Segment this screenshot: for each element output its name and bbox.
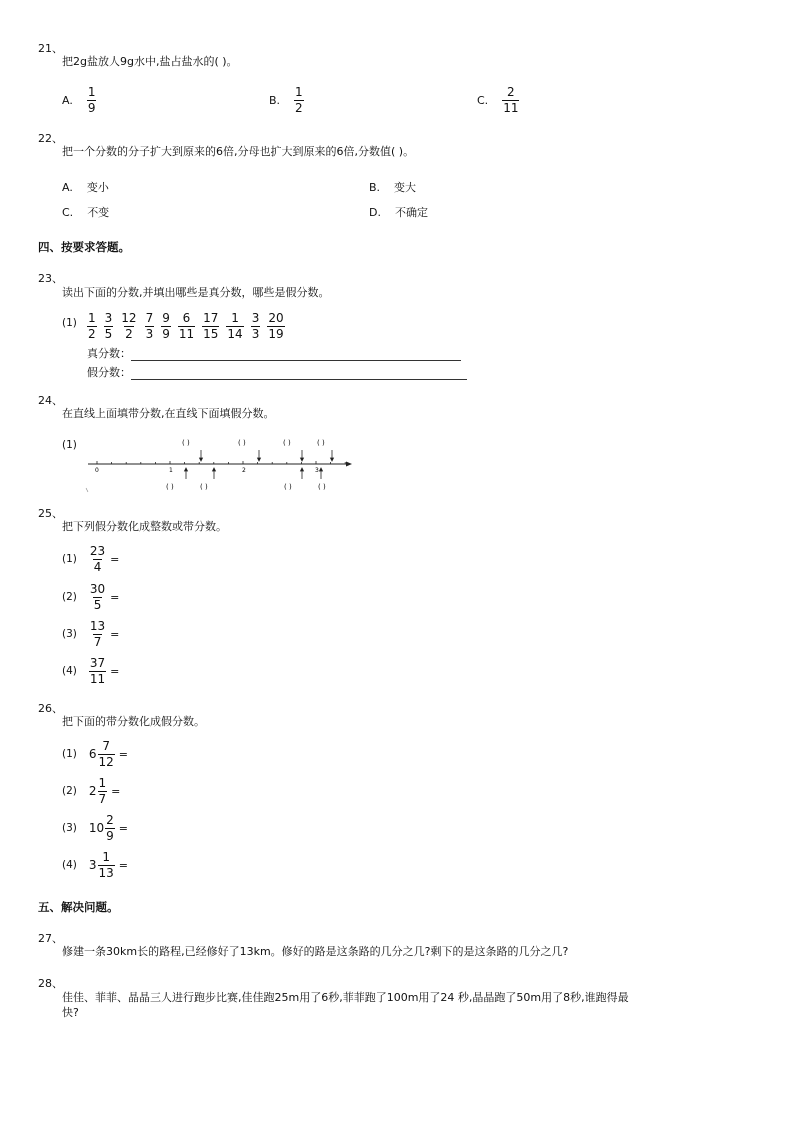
q23-fraction: $\frac{7}{3}$ (145, 311, 154, 341)
option-fraction: $\frac{2}{11}$ (503, 85, 519, 115)
option-letter: C. (477, 93, 489, 107)
item-fraction: $\frac{1}{13}$ (98, 850, 114, 880)
item-fraction: $\frac{30}{5}$ (89, 582, 106, 612)
q24-part-label: (1) (62, 439, 77, 451)
option-letter: A. (62, 93, 73, 107)
q23-part-label: (1) (62, 317, 77, 329)
q26-item (62, 851, 128, 879)
section-4-heading: 四、按要求答题。 (38, 240, 130, 254)
bottom-blank-3: ( ) (284, 483, 292, 491)
q21-option-b[interactable] (269, 86, 304, 114)
q26-number: 26、 (38, 702, 63, 715)
q21-number: 21、 (38, 42, 63, 55)
tick-label-0: 0 (95, 467, 99, 474)
bottom-blank-4: ( ) (318, 483, 326, 491)
q22-number: 22、 (38, 132, 63, 145)
item-fraction: $\frac{37}{11}$ (89, 656, 106, 686)
q25-item (62, 583, 119, 611)
equals-sign: = (118, 821, 129, 835)
q25-item (62, 657, 119, 685)
q22-option-d[interactable] (369, 204, 428, 220)
proper-label: 真分数： (87, 347, 131, 360)
q23-fraction: $\frac{3}{3}$ (251, 311, 260, 341)
q28-stem-line1: 佳佳、菲菲、晶晶三人进行跑步比赛,佳佳跑25m用了6秒,菲菲跑了100m用了24 秒,晶晶跑了50m用了8秒,谁跑得最 (62, 991, 629, 1004)
q24-stem: 在直线上面填带分数,在直线下面填假分数。 (62, 407, 275, 420)
option-text: 不确定 (394, 206, 428, 219)
option-letter: B. (269, 93, 281, 107)
q25-number: 25、 (38, 507, 63, 520)
q24-number: 24、 (38, 394, 63, 407)
item-label: (2) (62, 785, 77, 798)
option-text: 变小 (86, 181, 109, 194)
equals-sign: = (118, 858, 129, 872)
item-label: (1) (62, 748, 77, 761)
number-line-figure (80, 432, 370, 496)
mixed-number: 10 $\frac{2}{9}$ (88, 813, 114, 843)
item-label: (4) (62, 859, 77, 872)
option-letter: A. (62, 181, 73, 194)
item-fraction: $\frac{2}{9}$ (106, 813, 114, 843)
option-letter: B. (369, 181, 381, 194)
q25-stem: 把下列假分数化成整数或带分数。 (62, 520, 227, 533)
top-blank-3: ( ) (283, 439, 291, 447)
equals-sign: = (110, 552, 120, 566)
q28-number: 28、 (38, 977, 63, 990)
tick-label-1: 1 (169, 467, 173, 474)
option-letter: D. (369, 206, 381, 219)
option-text: 变大 (394, 181, 417, 194)
option-fraction: $\frac{1}{9}$ (87, 85, 96, 115)
q25-item (62, 620, 119, 648)
proper-answer-line[interactable] (131, 348, 461, 361)
q23-fraction: $\frac{1}{2}$ (88, 311, 96, 341)
q26-item (62, 777, 120, 805)
tick-label-3: 3 (315, 467, 319, 474)
top-blank-1: ( ) (182, 439, 190, 447)
mixed-number: 3 $\frac{1}{13}$ (88, 850, 114, 880)
top-blank-2: ( ) (238, 439, 246, 447)
section-5-heading: 五、解决问题。 (38, 900, 119, 914)
q23-stem: 读出下面的分数,并填出哪些是真分数，哪些是假分数。 (62, 286, 330, 299)
equals-sign: = (110, 590, 120, 604)
q28-stem-line2: 快? (62, 1006, 79, 1019)
item-label: (3) (62, 628, 77, 641)
item-label: (2) (62, 591, 77, 604)
mixed-number: 6 $\frac{7}{12}$ (88, 739, 114, 769)
q23-fraction: $\frac{17}{15}$ (203, 311, 219, 341)
q22-option-b[interactable] (369, 179, 416, 195)
improper-label: 假分数： (87, 366, 131, 379)
q23-fraction: $\frac{12}{2}$ (121, 311, 137, 341)
down-arrows (200, 450, 334, 461)
option-text: 不变 (87, 206, 110, 219)
q23-fraction: $\frac{9}{9}$ (162, 311, 170, 341)
item-label: (4) (62, 665, 77, 678)
q23-fraction: $\frac{20}{19}$ (268, 311, 284, 341)
q21-option-c[interactable] (477, 86, 519, 114)
q27-stem: 修建一条30km长的路程,已经修好了13km。修好的路是这条路的几分之几?剩下的是这条路的几分之几? (62, 945, 569, 958)
item-fraction: $\frac{7}{12}$ (98, 739, 114, 769)
equals-sign: = (111, 784, 121, 798)
q23-improper-row (87, 364, 467, 380)
q23-fraction: $\frac{3}{5}$ (104, 311, 113, 341)
q23-number: 23、 (38, 272, 63, 285)
q27-number: 27、 (38, 932, 63, 945)
mixed-number: 2 $\frac{1}{7}$ (88, 776, 107, 806)
q22-option-a[interactable] (62, 179, 109, 195)
q25-item (62, 545, 119, 573)
option-letter: C. (62, 206, 74, 219)
item-fraction: $\frac{1}{7}$ (98, 776, 107, 806)
up-arrows (185, 468, 323, 479)
stray-mark (86, 488, 88, 492)
q23-fraction: $\frac{6}{11}$ (178, 311, 195, 341)
q21-option-a[interactable] (62, 86, 96, 114)
q26-item (62, 814, 128, 842)
q23-proper-row (87, 345, 461, 361)
item-label: (1) (62, 553, 77, 566)
q23-fraction: $\frac{1}{14}$ (227, 311, 243, 341)
q22-option-c[interactable] (62, 204, 109, 220)
option-fraction: $\frac{1}{2}$ (295, 85, 303, 115)
q22-stem: 把一个分数的分子扩大到原来的6倍,分母也扩大到原来的6倍,分数值( )。 (62, 145, 415, 158)
equals-sign: = (118, 747, 129, 761)
number-line-arrowhead (346, 462, 352, 467)
improper-answer-line[interactable] (131, 367, 467, 380)
item-label: (3) (62, 822, 77, 835)
item-fraction: $\frac{13}{7}$ (89, 619, 106, 649)
q26-stem: 把下面的带分数化成假分数。 (62, 715, 205, 728)
equals-sign: = (110, 627, 120, 641)
tick-label-2: 2 (242, 467, 246, 474)
q26-item (62, 740, 128, 768)
bottom-blank-1: ( ) (166, 483, 174, 491)
equals-sign: = (110, 664, 120, 678)
q21-stem: 把2g盐放人9g水中,盐占盐水的( )。 (62, 55, 238, 68)
q23-fraction-list (87, 312, 285, 340)
bottom-blank-2: ( ) (200, 483, 208, 491)
top-blank-4: ( ) (317, 439, 325, 447)
item-fraction: $\frac{23}{4}$ (89, 544, 106, 574)
